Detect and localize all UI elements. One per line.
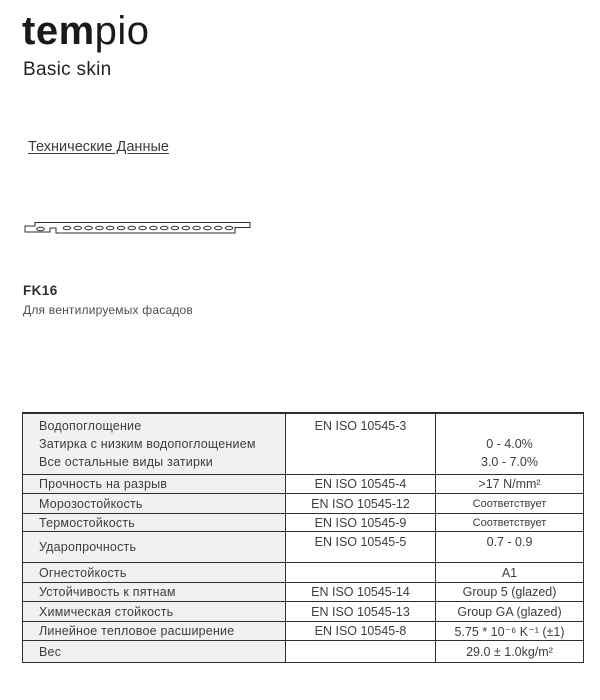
technical-specs-table	[22, 412, 584, 663]
table-row	[23, 475, 584, 494]
value-line: 0 - 4.0%	[486, 437, 533, 451]
value-cell: Group GA (glazed)	[436, 602, 584, 622]
standard-cell	[286, 641, 436, 663]
value-cell: 29.0 ± 1.0kg/m²	[436, 641, 584, 663]
standard-cell: EN ISO 10545-13	[286, 602, 436, 622]
property-cell: Устойчивость к пятнам	[23, 583, 286, 602]
table-row	[23, 514, 584, 532]
value-cell: A1	[436, 563, 584, 583]
table-row	[23, 602, 584, 622]
standard-cell	[286, 413, 436, 475]
standard-line	[286, 435, 435, 453]
property-cell: Вес	[23, 641, 286, 663]
table-row	[23, 563, 584, 583]
value-cell: Соответствует	[436, 494, 584, 514]
standard-line: EN ISO 10545-3	[314, 419, 407, 433]
property-line: Все остальные виды затирки	[39, 455, 213, 469]
value-cell: 5.75 * 10⁻⁶ K⁻¹ (±1)	[436, 622, 584, 641]
value-line	[436, 417, 583, 435]
standard-cell: EN ISO 10545-14	[286, 583, 436, 602]
table-row	[23, 494, 584, 514]
property-cell: Линейное тепловое расширение	[23, 622, 286, 641]
property-cell: Прочность на разрыв	[23, 475, 286, 494]
brand-logo	[22, 8, 150, 54]
property-cell: Ударопрочность	[23, 532, 286, 563]
technical-data-link[interactable]: Технические Данные	[28, 139, 169, 155]
property-line: Затирка с низким водопоглощением	[39, 437, 256, 451]
property-cell: Химическая стойкость	[23, 602, 286, 622]
brand-logo-bold-part: tem	[22, 9, 95, 53]
table-row	[23, 583, 584, 602]
standard-cell: EN ISO 10545-8	[286, 622, 436, 641]
standard-line	[286, 453, 435, 471]
value-line: 3.0 - 7.0%	[481, 455, 538, 469]
table-row	[23, 641, 584, 663]
standard-cell: EN ISO 10545-5	[286, 532, 436, 563]
property-cell: Морозостойкость	[23, 494, 286, 514]
property-cell	[23, 413, 286, 475]
table-row	[23, 622, 584, 641]
standard-cell: EN ISO 10545-4	[286, 475, 436, 494]
value-cell: >17 N/mm²	[436, 475, 584, 494]
brand-logo-light-part: pio	[94, 9, 150, 53]
value-cell: Group 5 (glazed)	[436, 583, 584, 602]
product-code: FK16	[23, 283, 58, 298]
standard-cell: EN ISO 10545-12	[286, 494, 436, 514]
profile-cross-section-drawing	[23, 219, 253, 239]
product-line-title: Basic skin	[23, 59, 112, 80]
value-cell: 0.7 - 0.9	[436, 532, 584, 563]
property-cell: Огнестойкость	[23, 563, 286, 583]
standard-cell	[286, 563, 436, 583]
table-row	[23, 413, 584, 475]
property-line: Водопоглощение	[39, 419, 142, 433]
standard-cell: EN ISO 10545-9	[286, 514, 436, 532]
property-cell: Термостойкость	[23, 514, 286, 532]
value-cell	[436, 413, 584, 475]
table-row	[23, 532, 584, 563]
value-cell: Соответствует	[436, 514, 584, 532]
product-description: Для вентилируемых фасадов	[23, 303, 193, 317]
